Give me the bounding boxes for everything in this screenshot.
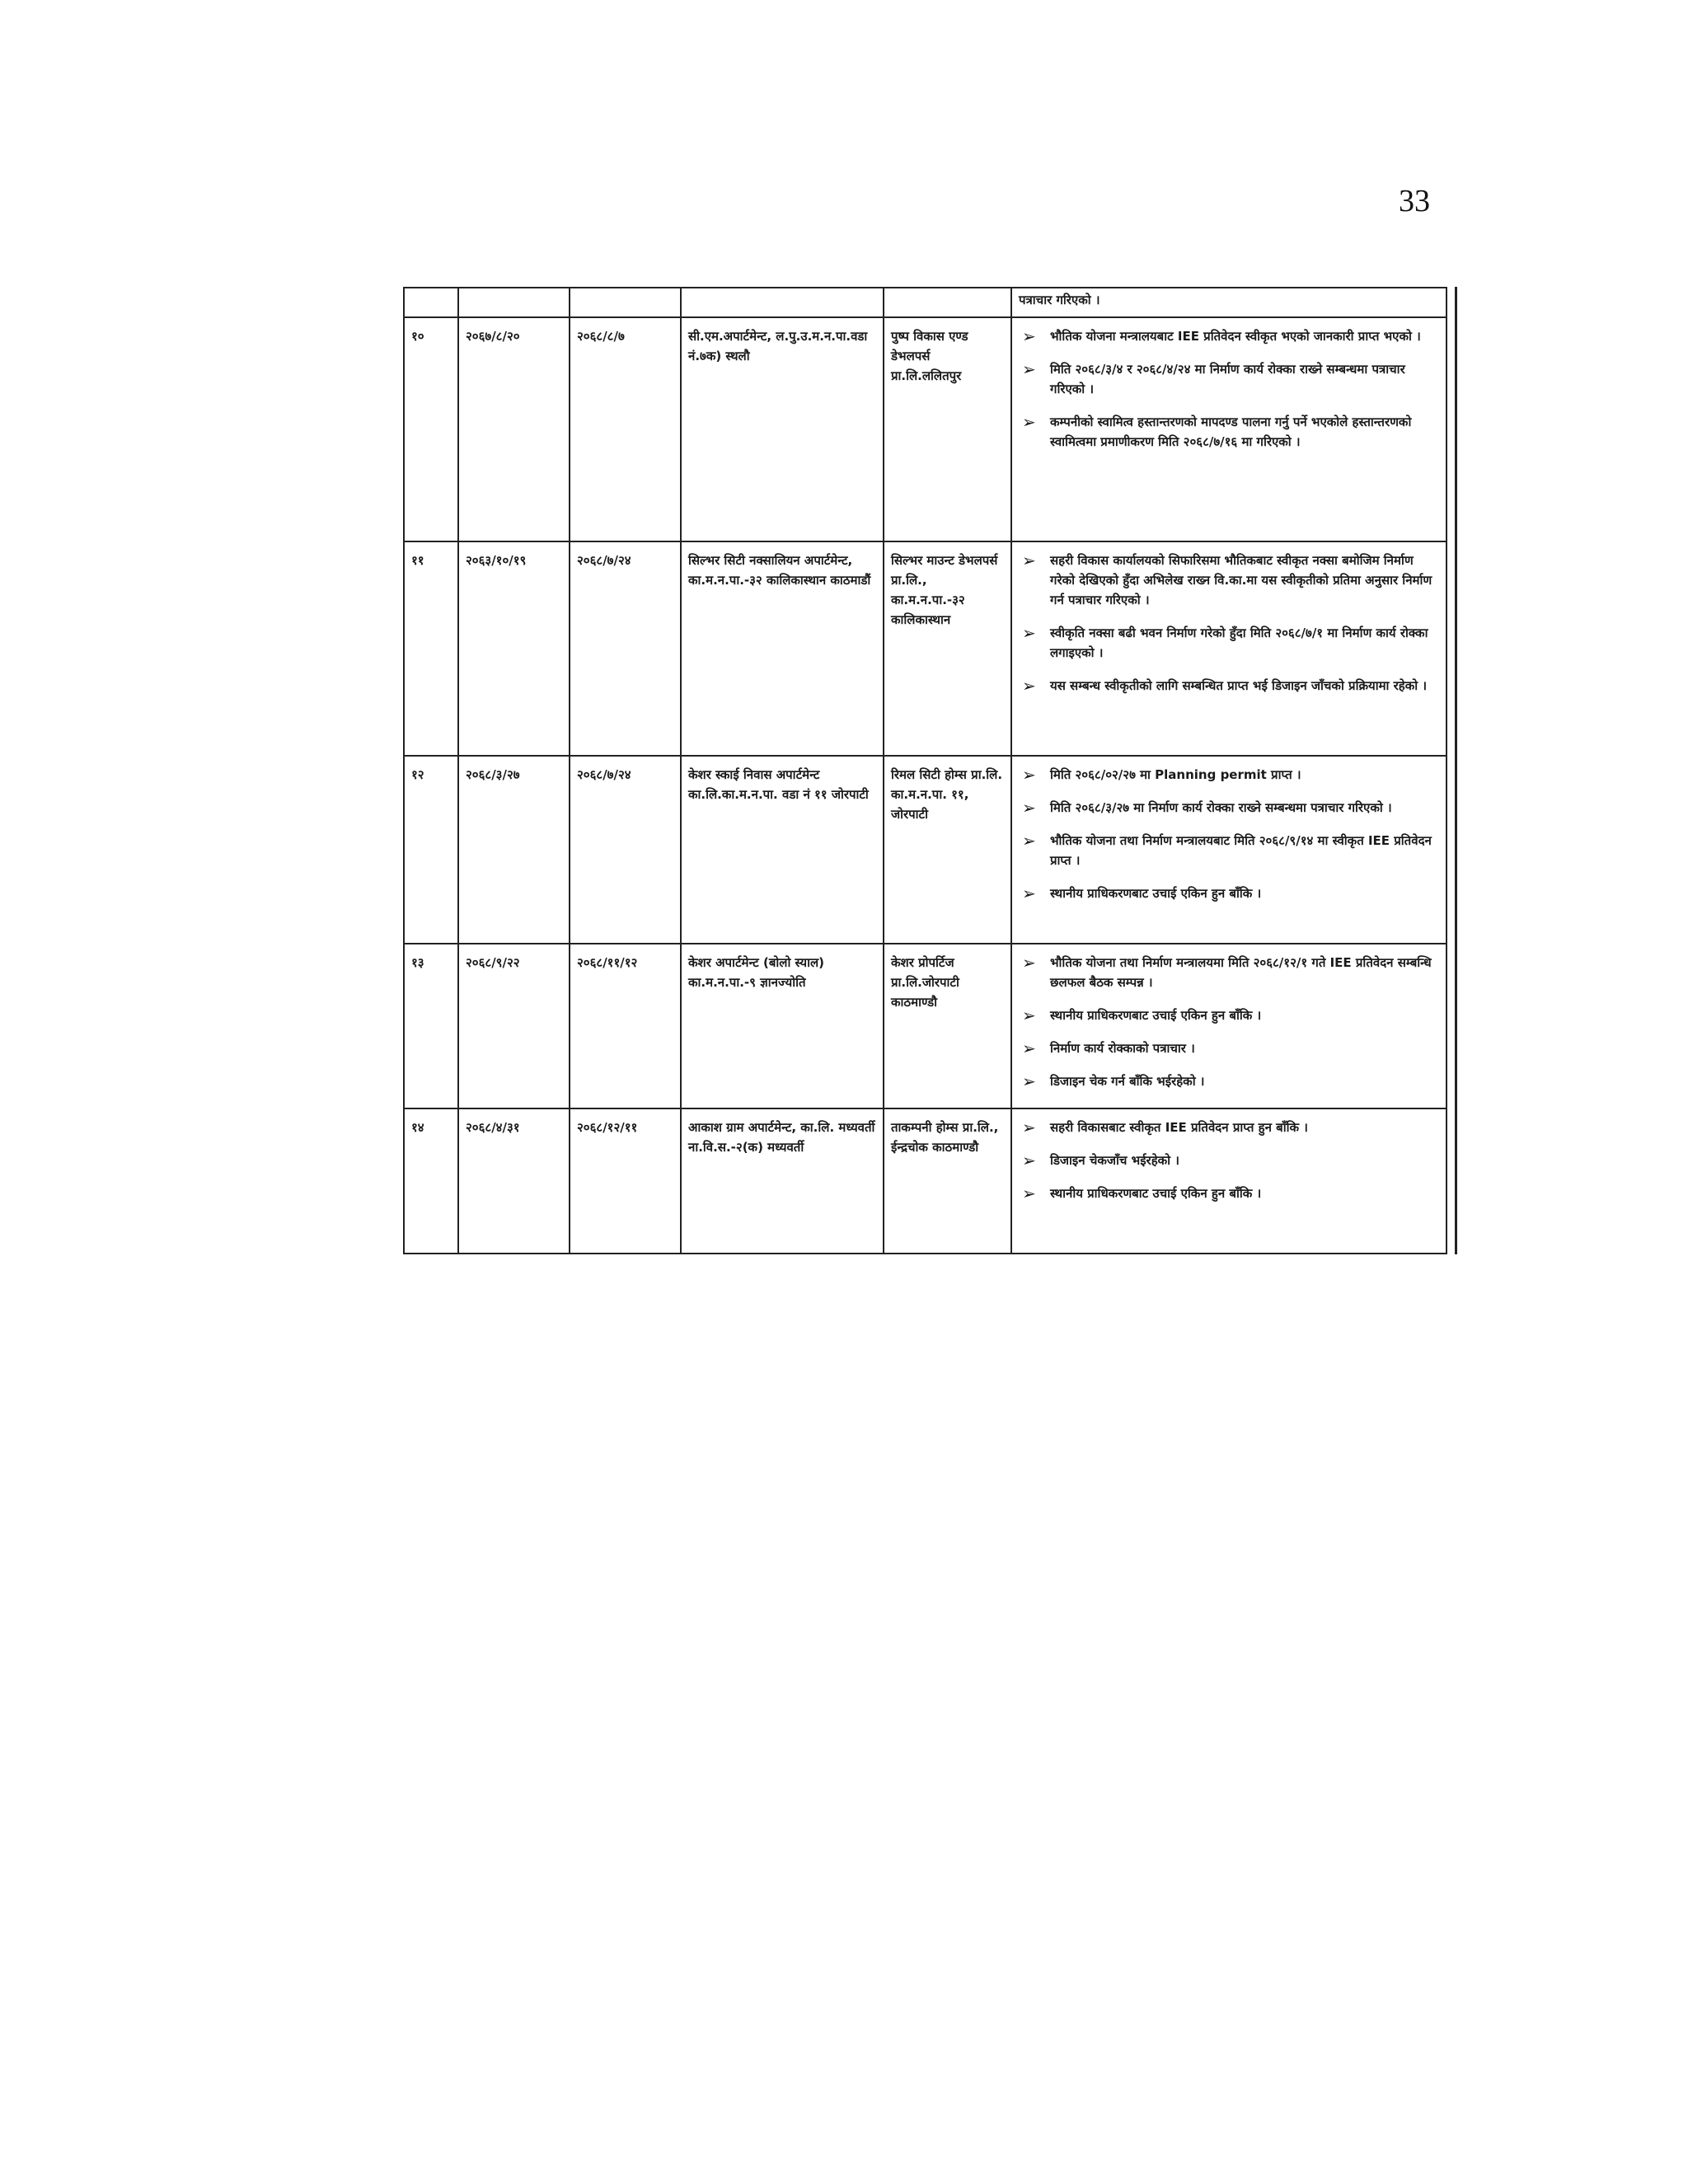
remark-text: स्थानीय प्राधिकरणबाट उचाई एकिन हुन बाँकि । xyxy=(1050,1008,1262,1023)
arrow-bullet-icon: ➢ xyxy=(1022,1183,1036,1203)
remark-item xyxy=(1019,798,1439,818)
cell-date1: २०६८/४/३१ xyxy=(458,1108,570,1254)
cell-remarks xyxy=(1011,756,1447,944)
arrow-bullet-icon: ➢ xyxy=(1022,1005,1036,1025)
page-number: 33 xyxy=(1399,184,1430,218)
remark-item xyxy=(1019,953,1439,992)
arrow-bullet-icon: ➢ xyxy=(1022,765,1036,785)
remark-item xyxy=(1019,359,1439,399)
remark-item xyxy=(1019,551,1439,610)
cell-owner: ताकम्पनी होम्स प्रा.लि., ईन्द्रचोक काठमाण्डौ xyxy=(884,1108,1011,1254)
cell-remarks xyxy=(1011,1108,1447,1254)
cell-location: केशर स्काई निवास अपार्टमेन्ट का.लि.का.म.न.पा. वडा नं ११ जोरपाटी xyxy=(681,756,884,944)
remark-text: भौतिक योजना तथा निर्माण मन्त्रालयबाट मिति २०६८/९/१४ मा स्वीकृत IEE प्रतिवेदन प्राप्त । xyxy=(1050,833,1432,868)
remark-item xyxy=(1019,326,1439,346)
arrow-bullet-icon: ➢ xyxy=(1022,1118,1036,1137)
remark-text: स्वीकृति नक्सा बढी भवन निर्माण गरेको हुँदा मिति २०६८/७/१ मा निर्माण कार्य रोक्का लगाइएको । xyxy=(1050,626,1428,660)
remark-text: भौतिक योजना तथा निर्माण मन्त्रालयमा मिति २०६८/१२/१ गते IEE प्रतिवेदन सम्बन्धि छलफल बैठक सम्पन्न । xyxy=(1050,955,1432,990)
cell-owner: सिल्भर माउन्ट डेभलपर्स प्रा.लि., का.म.न.पा.-३२ कालिकास्थान xyxy=(884,541,1011,756)
cell-remarks xyxy=(1011,541,1447,756)
arrow-bullet-icon: ➢ xyxy=(1022,1038,1036,1058)
table-row xyxy=(404,756,1447,944)
arrow-bullet-icon: ➢ xyxy=(1022,623,1036,643)
remark-item xyxy=(1019,1005,1439,1025)
remark-text: यस सम्बन्ध स्वीकृतीको लागि सम्बन्धित प्राप्त भई डिजाइन जाँचको प्रक्रियामा रहेको । xyxy=(1050,678,1428,693)
arrow-bullet-icon: ➢ xyxy=(1022,412,1036,432)
remark-text: कम्पनीको स्वामित्व हस्तान्तरणको मापदण्ड पालना गर्नु पर्ने भएकोले हस्तान्तरणको स्वामित्वमा प्रमाणीकरण मिति २०६८/७/१६ मा गरिएको । xyxy=(1050,415,1412,449)
cell-owner: केशर प्रोपर्टिज प्रा.लि.जोरपाटी काठमाण्डौ xyxy=(884,944,1011,1108)
table-row xyxy=(404,541,1447,756)
status-table xyxy=(403,287,1447,1254)
remark-item xyxy=(1019,1183,1439,1203)
cell-date1: २०६७/८/२० xyxy=(458,317,570,541)
arrow-bullet-icon: ➢ xyxy=(1022,326,1036,346)
remarks-list xyxy=(1019,551,1439,696)
table-row xyxy=(404,944,1447,1108)
cell-remarks: पत्राचार गरिएको । xyxy=(1011,288,1447,317)
remark-item xyxy=(1019,1071,1439,1091)
cell-sn: १० xyxy=(404,317,458,541)
continued-row xyxy=(404,288,1447,317)
cell-date1 xyxy=(458,288,570,317)
remarks-list xyxy=(1019,765,1439,903)
cell-remarks xyxy=(1011,317,1447,541)
cell-owner xyxy=(884,288,1011,317)
remark-item xyxy=(1019,1151,1439,1170)
arrow-bullet-icon: ➢ xyxy=(1022,1071,1036,1091)
arrow-bullet-icon: ➢ xyxy=(1022,676,1036,696)
remark-item xyxy=(1019,676,1439,696)
arrow-bullet-icon: ➢ xyxy=(1022,1151,1036,1170)
arrow-bullet-icon: ➢ xyxy=(1022,953,1036,972)
cell-date2: २०६८/७/२४ xyxy=(570,756,681,944)
remark-item xyxy=(1019,831,1439,870)
remark-text: भौतिक योजना मन्त्रालयबाट IEE प्रतिवेदन स्वीकृत भएको जानकारी प्राप्त भएको । xyxy=(1050,329,1421,344)
remark-item xyxy=(1019,623,1439,663)
remark-text: डिजाइन चेकजाँच भईरहेको । xyxy=(1050,1153,1179,1168)
remark-text: मिति २०६८/०२/२७ मा Planning permit प्राप्त । xyxy=(1050,767,1301,782)
cell-sn xyxy=(404,288,458,317)
cell-date1: २०६३/१०/१९ xyxy=(458,541,570,756)
remark-item xyxy=(1019,1118,1439,1137)
remark-text: सहरी विकास कार्यालयको सिफारिसमा भौतिकबाट स्वीकृत नक्सा बमोजिम निर्माण गरेको देखिएको हुँदा अभिलेख राख्न वि.का.मा यस स्वीकृतीको प्रतिमा अनुसार निर्माण गर्न पत्राचार गरिएको । xyxy=(1050,553,1432,607)
arrow-bullet-icon: ➢ xyxy=(1022,831,1036,851)
remark-text: स्थानीय प्राधिकरणबाट उचाई एकिन हुन बाँकि । xyxy=(1050,886,1262,901)
remark-text: डिजाइन चेक गर्न बाँकि भईरहेको । xyxy=(1050,1074,1205,1089)
arrow-bullet-icon: ➢ xyxy=(1022,359,1036,379)
cell-remarks xyxy=(1011,944,1447,1108)
cell-date1: २०६८/३/२७ xyxy=(458,756,570,944)
arrow-bullet-icon: ➢ xyxy=(1022,551,1036,570)
remarks-list xyxy=(1019,326,1439,452)
remark-text: स्थानीय प्राधिकरणबाट उचाई एकिन हुन बाँकि । xyxy=(1050,1186,1262,1201)
cell-sn: १३ xyxy=(404,944,458,1108)
cell-date2: २०६८/८/७ xyxy=(570,317,681,541)
remarks-list xyxy=(1019,953,1439,1091)
remark-text: निर्माण कार्य रोक्काको पत्राचार । xyxy=(1050,1041,1195,1056)
cell-location xyxy=(681,288,884,317)
remark-item xyxy=(1019,1038,1439,1058)
cell-date2: २०६८/१२/११ xyxy=(570,1108,681,1254)
table-row xyxy=(404,317,1447,541)
cell-date2 xyxy=(570,288,681,317)
cell-date2: २०६८/७/२४ xyxy=(570,541,681,756)
cell-sn: १२ xyxy=(404,756,458,944)
remarks-list xyxy=(1019,1118,1439,1203)
remark-text: मिति २०६८/३/२७ मा निर्माण कार्य रोक्का राख्ने सम्बन्धमा पत्राचार गरिएको । xyxy=(1050,800,1392,815)
remark-item xyxy=(1019,412,1439,452)
remark-text: मिति २०६८/३/४ र २०६८/४/२४ मा निर्माण कार्य रोक्का राख्ने सम्बन्धमा पत्राचार गरिएको । xyxy=(1050,362,1405,396)
cell-date2: २०६८/११/१२ xyxy=(570,944,681,1108)
cell-owner: पुष्प विकास एण्ड डेभलपर्स प्रा.लि.ललितपुर xyxy=(884,317,1011,541)
cell-date1: २०६८/९/२२ xyxy=(458,944,570,1108)
cell-owner: रिमल सिटी होम्स प्रा.लि. का.म.न.पा. ११, जोरपाटी xyxy=(884,756,1011,944)
cell-location: सिल्भर सिटी नक्सालियन अपार्टमेन्ट, का.म.न.पा.-३२ कालिकास्थान काठमाडौं xyxy=(681,541,884,756)
cell-location: केशर अपार्टमेन्ट (बोलो स्याल) का.म.न.पा.-९ ज्ञानज्योति xyxy=(681,944,884,1108)
cell-sn: १४ xyxy=(404,1108,458,1254)
remark-item xyxy=(1019,883,1439,903)
table-row xyxy=(404,1108,1447,1254)
arrow-bullet-icon: ➢ xyxy=(1022,883,1036,903)
remark-item xyxy=(1019,765,1439,785)
remark-text: सहरी विकासबाट स्वीकृत IEE प्रतिवेदन प्राप्त हुन बाँकि । xyxy=(1050,1120,1308,1135)
cell-sn: ११ xyxy=(404,541,458,756)
project-status-table xyxy=(403,287,1446,1254)
arrow-bullet-icon: ➢ xyxy=(1022,798,1036,818)
cell-location: सी.एम.अपार्टमेन्ट, ल.पु.उ.म.न.पा.वडा नं.७क) स्थलौ xyxy=(681,317,884,541)
cell-location: आकाश ग्राम अपार्टमेन्ट, का.लि. मध्यवर्ती ना.वि.स.-२(क) मध्यवर्ती xyxy=(681,1108,884,1254)
